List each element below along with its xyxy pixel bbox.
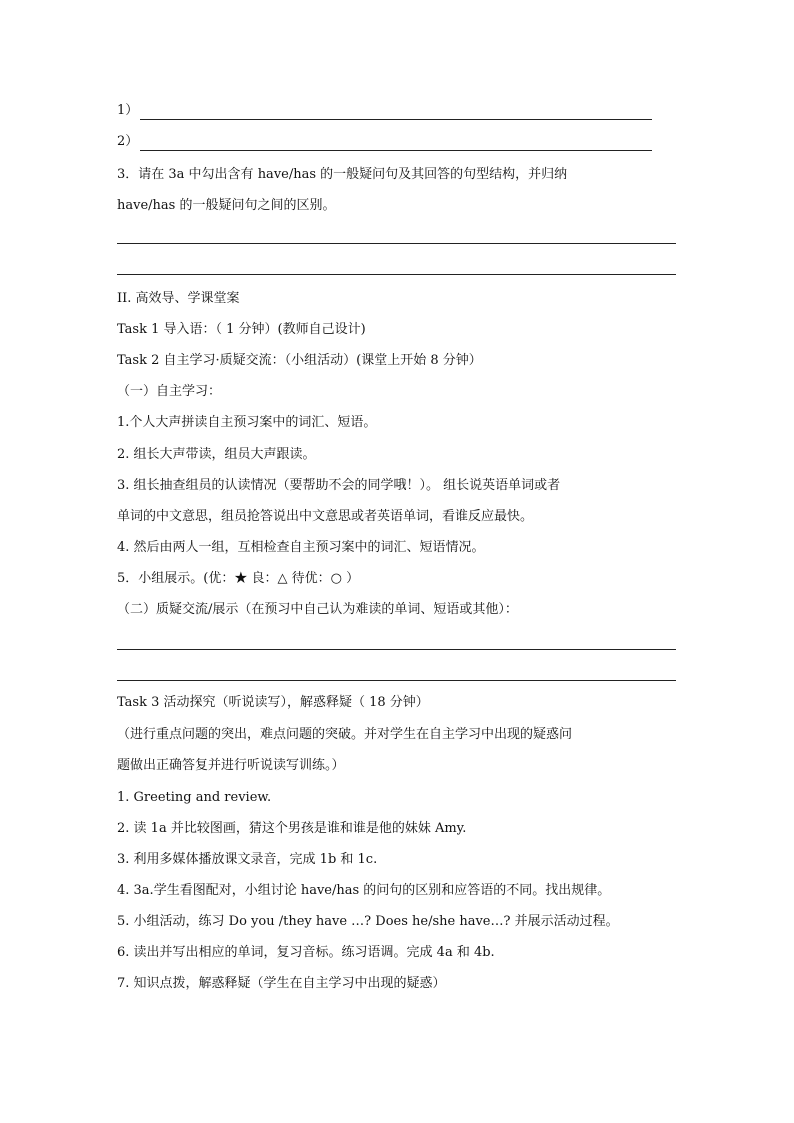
self-study-step: 3. 组长抽查组员的认读情况（要帮助不会的同学哦！）。 组长说英语单词或者 (117, 478, 561, 493)
answer-line-5 (117, 649, 676, 650)
task-3-title: Task 3 活动探究（听说读写），解惑释疑（ 18 分钟） (117, 695, 429, 710)
self-study-step: 单词的中文意思，组员抢答说出中文意思或者英语单词，看谁反应最快。 (117, 509, 534, 524)
self-study-step: 5．小组展示。(优：★ 良：△ 待优：○ ） (117, 571, 360, 586)
task-2: Task 2 自主学习·质疑交流：（小组活动）(课堂上开始 8 分钟） (117, 353, 482, 368)
task-3-item: 4. 3a.学生看图配对，小组讨论 have/has 的问句的区别和应答语的不同。找出规律。 (117, 883, 611, 898)
self-study-step: 1.个人大声拼读自主预习案中的词汇、短语。 (117, 415, 377, 430)
blank-label-2: 2） (117, 134, 139, 149)
task-1: Task 1 导入语：（ 1 分钟）(教师自己设计) (117, 322, 366, 337)
task-3-item: 5. 小组活动，练习 Do you /they have …? Does he/she have…? 并展示活动过程。 (117, 914, 619, 929)
section-2-title: II. 高效导、学课堂案 (117, 291, 240, 306)
task-3-item: 6. 读出并写出相应的单词，复习音标。练习语调。完成 4a 和 4b. (117, 945, 495, 960)
answer-line-1 (140, 119, 652, 120)
self-study-title: （一）自主学习： (117, 384, 222, 399)
answer-line-3 (117, 243, 676, 244)
answer-line-2 (140, 150, 652, 151)
exchange-title: （二）质疑交流/展示（在预习中自己认为难读的单词、短语或其他）： (117, 602, 518, 617)
task-3-intro-line-2: 题做出正确答复并进行听说读写训练。） (117, 758, 345, 773)
answer-line-6 (117, 680, 676, 681)
question-3-line-2: have/has 的一般疑问句之间的区别。 (117, 198, 336, 213)
blank-label-1: 1） (117, 103, 139, 118)
task-3-item: 3. 利用多媒体播放课文录音，完成 1b 和 1c. (117, 852, 378, 867)
self-study-step: 4. 然后由两人一组，互相检查自主预习案中的词汇、短语情况。 (117, 540, 485, 555)
task-3-item: 7. 知识点拨，解惑释疑（学生在自主学习中出现的疑惑） (117, 976, 446, 991)
answer-line-4 (117, 274, 676, 275)
self-study-step: 2. 组长大声带读，组员大声跟读。 (117, 447, 316, 462)
task-3-item: 1. Greeting and review. (117, 790, 272, 805)
question-3-line-1: 3．请在 3a 中勾出含有 have/has 的一般疑问句及其回答的句型结构，并归纳 (117, 167, 568, 182)
task-3-item: 2. 读 1a 并比较图画，猜这个男孩是谁和谁是他的妹妹 Amy. (117, 821, 467, 836)
task-3-intro-line-1: （进行重点问题的突出，难点问题的突破。并对学生在自主学习中出现的疑惑问 (117, 727, 573, 742)
